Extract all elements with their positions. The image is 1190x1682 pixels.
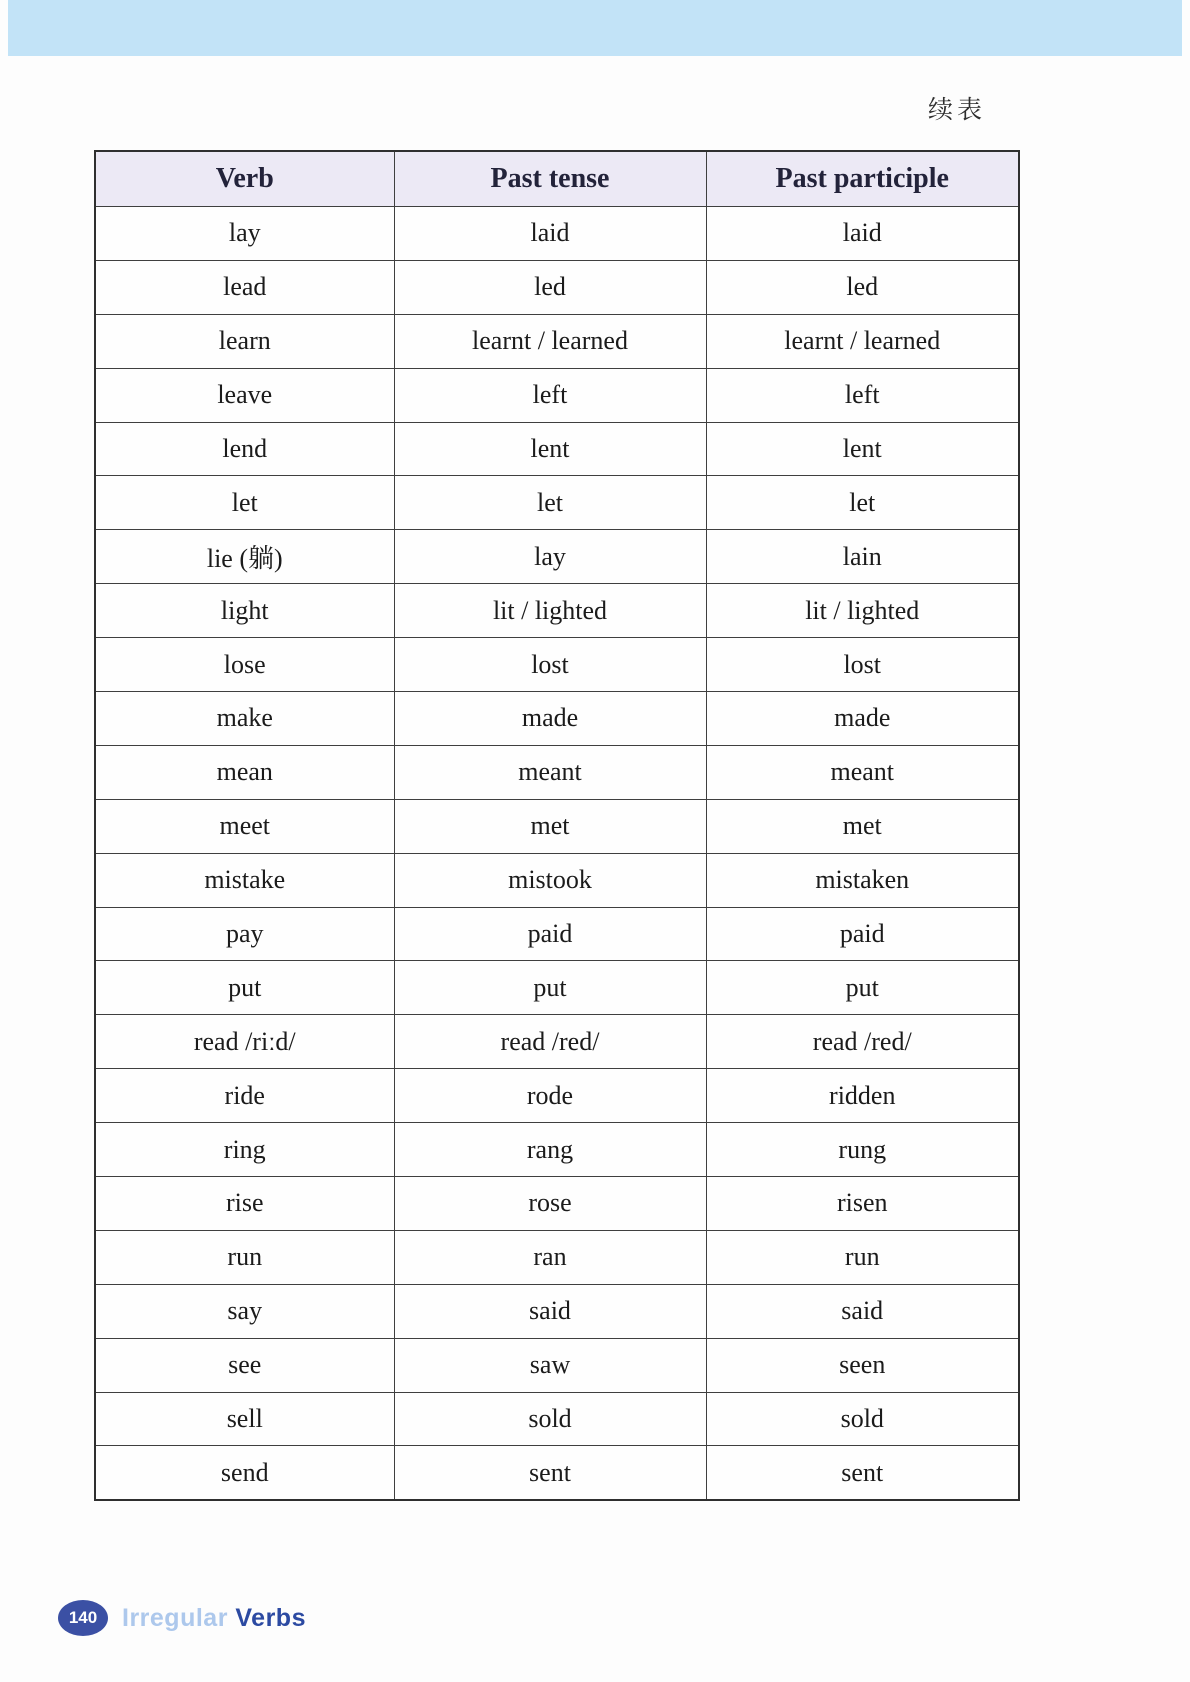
table-cell: saw (394, 1338, 706, 1392)
table-cell: sent (394, 1446, 706, 1500)
table-cell: led (394, 260, 706, 314)
section-title (122, 1604, 306, 1633)
table-cell: ridden (706, 1069, 1019, 1123)
table-cell: put (394, 961, 706, 1015)
table-cell: learnt / learned (394, 314, 706, 368)
table-cell: meet (95, 799, 394, 853)
table-row (95, 1446, 1019, 1500)
table-cell: mistake (95, 853, 394, 907)
table-row (95, 1284, 1019, 1338)
continued-table-label: 续表 (928, 96, 987, 124)
table-cell: ride (95, 1069, 394, 1123)
table-row (95, 745, 1019, 799)
table-cell: read /red/ (706, 1015, 1019, 1069)
table-cell: lent (706, 422, 1019, 476)
table-row (95, 799, 1019, 853)
table-cell: led (706, 260, 1019, 314)
table-row (95, 1069, 1019, 1123)
table-cell: read /red/ (394, 1015, 706, 1069)
table-cell: lay (394, 530, 706, 584)
table-cell: mean (95, 745, 394, 799)
table-cell: light (95, 584, 394, 638)
table-cell: leave (95, 368, 394, 422)
table-row (95, 692, 1019, 746)
table-cell: let (394, 476, 706, 530)
table-cell: seen (706, 1338, 1019, 1392)
table-cell: lain (706, 530, 1019, 584)
table-cell: send (95, 1446, 394, 1500)
table-row (95, 1015, 1019, 1069)
top-decoration-bar (8, 0, 1182, 56)
table-cell: lose (95, 638, 394, 692)
table-cell: mistaken (706, 853, 1019, 907)
table-row (95, 207, 1019, 261)
table-cell: let (95, 476, 394, 530)
table-row (95, 853, 1019, 907)
table-row (95, 530, 1019, 584)
table-cell: laid (394, 207, 706, 261)
table-cell: run (95, 1230, 394, 1284)
table-cell: sell (95, 1392, 394, 1446)
table-cell: rose (394, 1177, 706, 1231)
table-row (95, 907, 1019, 961)
table-row (95, 314, 1019, 368)
table-cell: lost (706, 638, 1019, 692)
table-cell: meant (706, 745, 1019, 799)
table-cell: left (394, 368, 706, 422)
table-cell: left (706, 368, 1019, 422)
table-cell: learn (95, 314, 394, 368)
table-cell: rung (706, 1123, 1019, 1177)
table-cell: lost (394, 638, 706, 692)
table-cell: met (706, 799, 1019, 853)
table-row (95, 368, 1019, 422)
column-header-past-tense: Past tense (394, 151, 706, 207)
table-header (95, 151, 1019, 207)
table-cell: lit / lighted (394, 584, 706, 638)
table-cell: lead (95, 260, 394, 314)
table-cell: sent (706, 1446, 1019, 1500)
section-title-bold-part: Verbs (235, 1603, 306, 1632)
table-row (95, 1177, 1019, 1231)
table-cell: run (706, 1230, 1019, 1284)
table-cell: lie (躺) (95, 530, 394, 584)
table-cell: put (95, 961, 394, 1015)
table-cell: rise (95, 1177, 394, 1231)
table-row (95, 961, 1019, 1015)
table-row (95, 1230, 1019, 1284)
verb-table-body (95, 207, 1019, 1501)
table-row (95, 1338, 1019, 1392)
table-cell: laid (706, 207, 1019, 261)
table-cell: lend (95, 422, 394, 476)
table-cell: sold (394, 1392, 706, 1446)
table-row (95, 422, 1019, 476)
table-cell: lent (394, 422, 706, 476)
table-cell: made (706, 692, 1019, 746)
table-row (95, 1123, 1019, 1177)
table-cell: said (394, 1284, 706, 1338)
page-number-badge: 140 (58, 1600, 108, 1636)
table-cell: let (706, 476, 1019, 530)
irregular-verbs-table (94, 150, 1020, 1501)
table-cell: paid (706, 907, 1019, 961)
table-cell: say (95, 1284, 394, 1338)
table-cell: ran (394, 1230, 706, 1284)
table-header-row (95, 151, 1019, 207)
page-footer (58, 1600, 306, 1636)
table-cell: lay (95, 207, 394, 261)
table-cell: met (394, 799, 706, 853)
table-row (95, 638, 1019, 692)
table-cell: make (95, 692, 394, 746)
table-cell: pay (95, 907, 394, 961)
table-cell: paid (394, 907, 706, 961)
table-cell: meant (394, 745, 706, 799)
table-cell: see (95, 1338, 394, 1392)
table-cell: lit / lighted (706, 584, 1019, 638)
table-cell: sold (706, 1392, 1019, 1446)
column-header-verb: Verb (95, 151, 394, 207)
table-cell: rode (394, 1069, 706, 1123)
table-cell: read /riːd/ (95, 1015, 394, 1069)
section-title-faded-part: Irregular (122, 1603, 236, 1632)
table-cell: said (706, 1284, 1019, 1338)
table-row (95, 476, 1019, 530)
table-cell: ring (95, 1123, 394, 1177)
table-row (95, 260, 1019, 314)
table-cell: made (394, 692, 706, 746)
column-header-past-participle: Past participle (706, 151, 1019, 207)
table-cell: risen (706, 1177, 1019, 1231)
table-cell: put (706, 961, 1019, 1015)
table-row (95, 584, 1019, 638)
table-cell: mistook (394, 853, 706, 907)
table-cell: rang (394, 1123, 706, 1177)
table-row (95, 1392, 1019, 1446)
table-cell: learnt / learned (706, 314, 1019, 368)
